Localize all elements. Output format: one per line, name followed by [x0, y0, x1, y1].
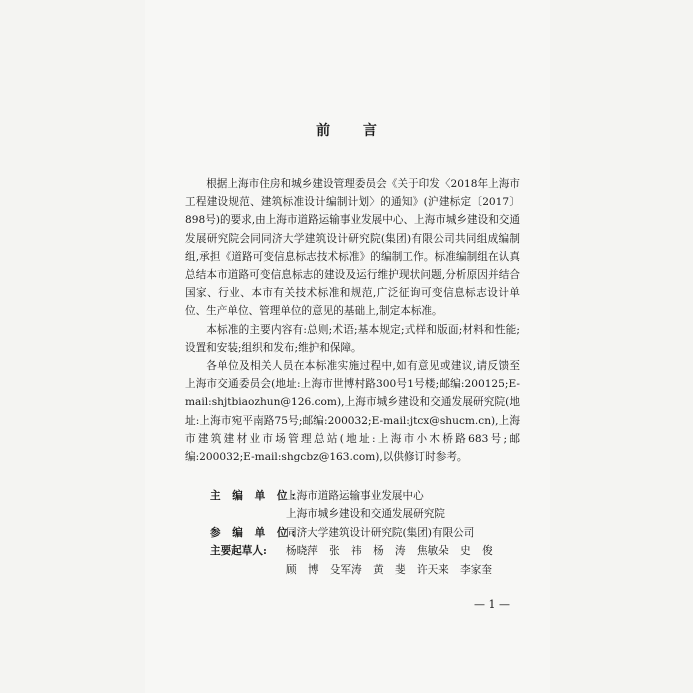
paragraph-background: 根据上海市住房和城乡建设管理委员会《关于印发〈2018年上海市工程建设规范、建筑标准设计编制计划〉的通知》(沪建标定〔2017〕898号)的要求,由上海市道路运输事业发展中心、上海市城乡建设和交通发展研究院会同同济大学建筑设计研究院(集团)有限公司共同组成编制组,承担《道路可变信息标志技术标准》的编制工作。标准编制组在认真总结本市道路可变信息标志的建设及运行维护现状问题,分析原因并结合国家、行业、本市有关技术标准和规范,广泛征询可变信息标志设计单位、生产单位、管理单位的意见的基础上,制定本标准。 [185, 178, 520, 318]
drafters-line: 顾 博 殳军涛 黄 斐 许天来 李家奎 [286, 563, 492, 576]
drafters-row [210, 542, 530, 579]
participant-units-list [286, 524, 530, 542]
drafters-list [286, 542, 530, 579]
credits-block [210, 487, 530, 579]
preface-body [185, 175, 520, 466]
paragraph-feedback: 各单位及相关人员在本标准实施过程中,如有意见或建议,请反馈至上海市交通委员会(地址:上海市世博村路300号1号楼;邮编:200125;E-mail:shjtbiaozhun@126.com),上海市城乡建设和交通发展研究院(地址:上海市宛平南路75号;邮编:200032;E-mail:jtcx@shucm.cn),上海市建筑建材业市场管理总站(地址:上海市小木桥路683号;邮编:200032;E-mail:shgcbz@163.com),以供修订时参考。 [185, 360, 520, 464]
chief-units-label: 主 编 单 位: [210, 490, 300, 502]
chief-units-row [210, 487, 530, 524]
page-title: 前 言 [316, 123, 391, 139]
chief-units-list [286, 487, 530, 524]
chief-unit: 上海市道路运输事业发展中心 [286, 490, 424, 502]
chief-unit: 上海市城乡建设和交通发展研究院 [286, 508, 445, 521]
page-number: — 1 — [474, 598, 510, 611]
participant-units-row [210, 524, 530, 542]
paragraph-contents: 本标准的主要内容有:总则;术语;基本规定;式样和版面;材料和性能;设置和安装;组织和发布;维护和保障。 [185, 323, 520, 354]
drafters-line: 杨晓萍 张 祎 杨 涛 焦敏朵 史 俊 [286, 545, 493, 558]
drafters-label: 主要起草人: [210, 545, 267, 558]
participant-units-label: 参 编 单 位: [210, 526, 300, 539]
participant-unit: 同济大学建筑设计研究院(集团)有限公司 [286, 526, 475, 539]
